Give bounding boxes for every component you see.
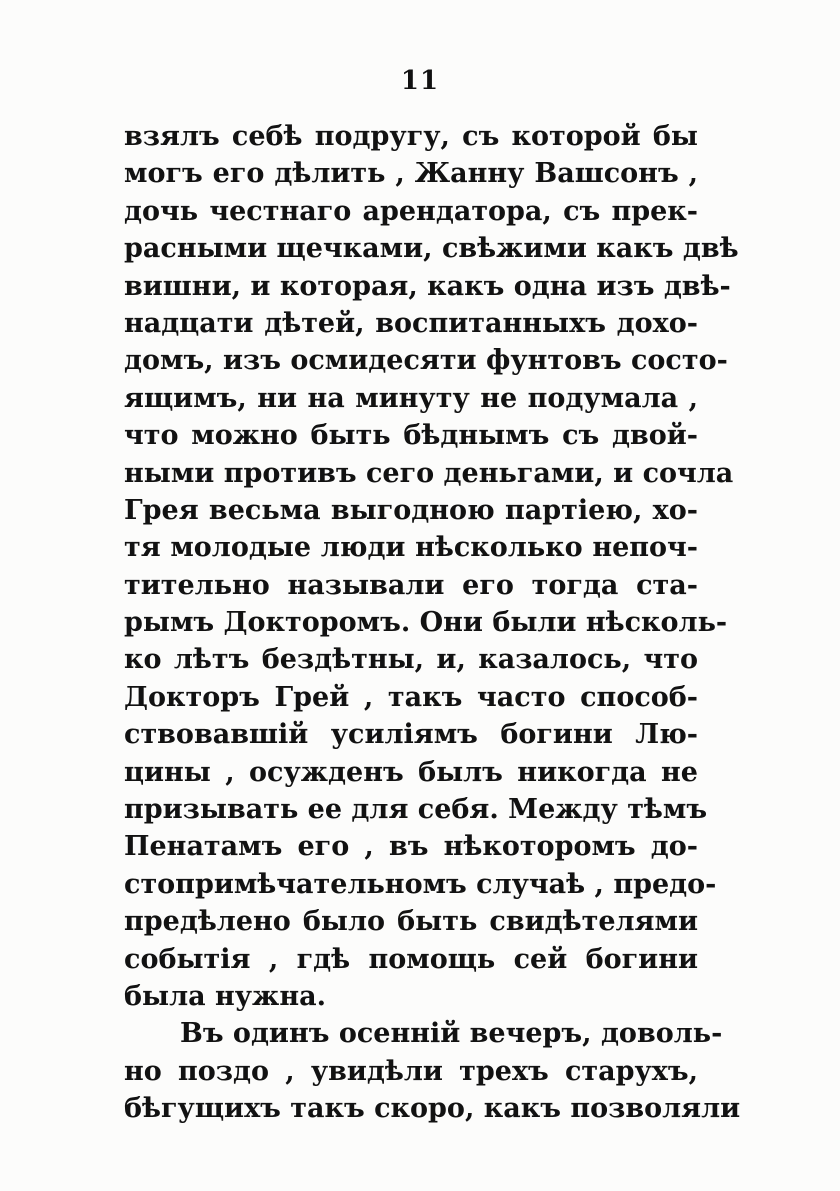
text-line: событія , гдѣ помощь сей богини [124, 943, 698, 975]
text-line: цины , осужденъ былъ никогда не [124, 756, 698, 788]
text-line: ко лѣтъ бездѣтны, и, казалось, что [124, 644, 698, 676]
text-line: расными щечками, свѣжими какъ двѣ [124, 233, 739, 265]
text-line: призывать ее для себя. Между тѣмъ [124, 794, 708, 826]
text-line: тительно называли его тогда ста- [124, 569, 698, 601]
text-line: Докторъ Грей , такъ часто способ- [124, 681, 698, 713]
text-line: дочь честнаго арендатора, съ прек- [124, 195, 698, 227]
paragraph-first-line: Въ одинъ осеннiй вечеръ, доволь- [180, 1018, 723, 1050]
body-text [124, 118, 741, 1128]
text-line: домъ, изъ осмидесяти фунтовъ состо- [124, 345, 728, 377]
text-line: надцати дѣтей, воспитанныхъ дохо- [124, 307, 698, 339]
text-line: ствовавшій усиліямъ богини Лю- [124, 719, 698, 751]
paragraph-end-line: была нужна. [124, 980, 326, 1012]
text-line: но поздо , увидѣли трехъ старухъ, [124, 1055, 698, 1087]
text-line: взялъ себѣ подругу, съ которой бы [124, 121, 698, 152]
text-line: вишни, и которая, какъ одна изъ двѣ- [124, 270, 731, 302]
text-line: бѣгущихъ такъ скоро, какъ позволяли [124, 1093, 741, 1125]
text-line: Грея весьма выгодною партіею, хо- [124, 494, 698, 526]
text-line: ными противъ сего деньгами, и сочла [124, 457, 734, 489]
text-line: рымъ Докторомъ. Они были нѣсколь- [124, 607, 728, 639]
page-number: 11 [400, 66, 440, 96]
text-line: тя молодые люди нѣсколько непоч- [124, 532, 698, 564]
text-line: ящимъ, ни на минуту не подумала , [124, 382, 698, 414]
text-line: Пенатамъ его , въ нѣкоторомъ до- [124, 831, 698, 863]
text-line: что можно быть бѣднымъ съ двой- [124, 420, 698, 452]
text-line: предѣлено было быть свидѣтелями [124, 906, 698, 938]
text-line: стопримѣчательномъ случаѣ , предо- [124, 868, 717, 900]
text-line: могъ его дѣлить , Жанну Вашсонъ , [124, 158, 698, 190]
